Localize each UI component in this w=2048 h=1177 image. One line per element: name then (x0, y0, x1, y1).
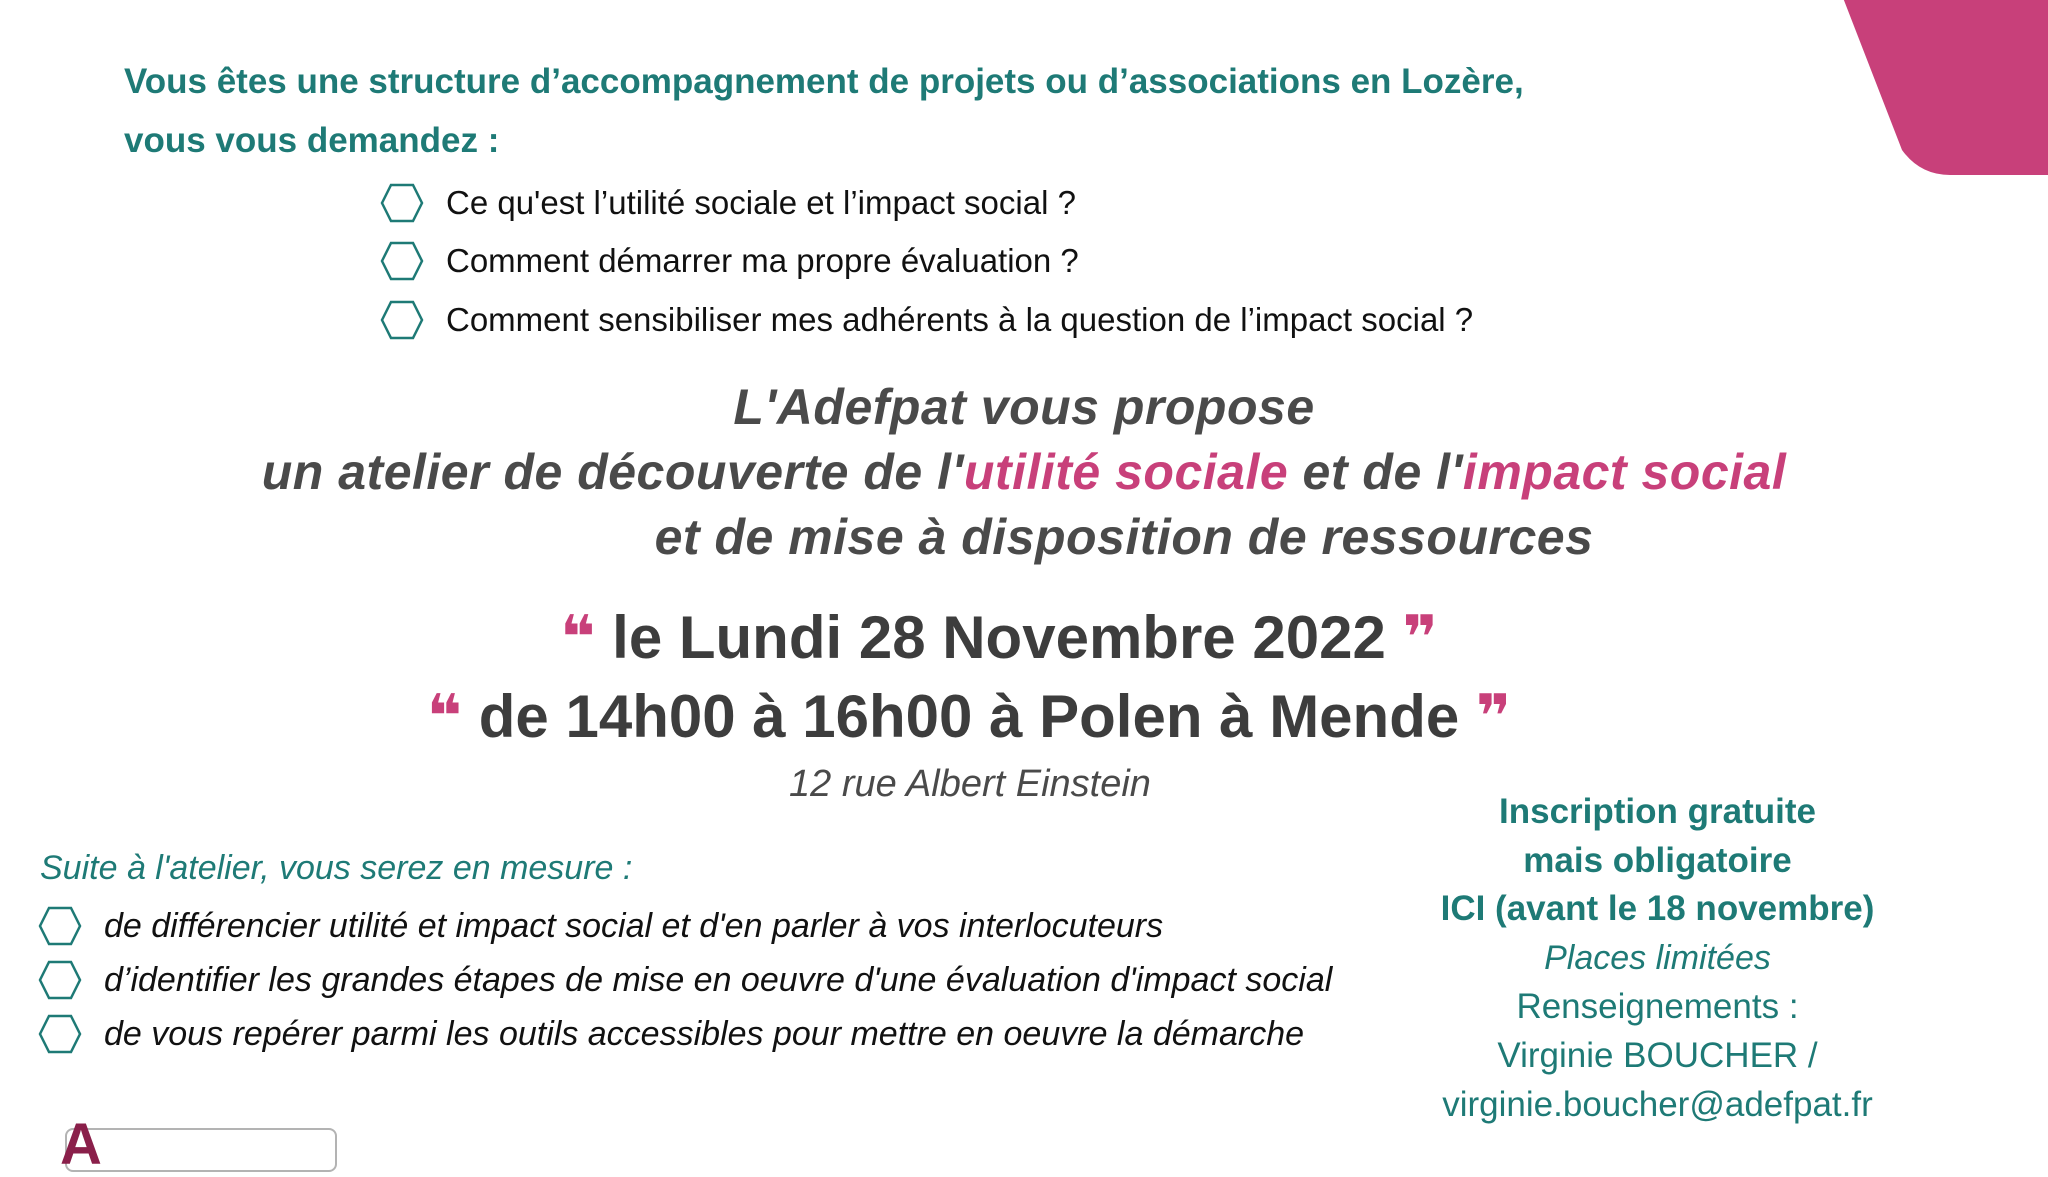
question-item (380, 241, 1079, 281)
quote-mark-icon: ❝ (560, 603, 596, 673)
hexagon-bullet-icon (380, 300, 424, 340)
registration-link[interactable]: ICI (avant le 18 novembre) (1440, 889, 1875, 928)
registration-free: Inscription gratuite (1499, 792, 1816, 831)
highlight-utilite-sociale: utilité sociale (963, 444, 1289, 500)
question-text: Comment démarrer ma propre évaluation ? (446, 242, 1079, 279)
headline-line-1: L'Adefpat vous propose (733, 379, 1315, 435)
logo-frame (65, 1128, 337, 1172)
logo: A (60, 1112, 102, 1177)
info-label: Renseignements : (1516, 987, 1799, 1026)
outcome-text: de différencier utilité et impact social et d'en parler à vos interlocuteurs (104, 906, 1164, 945)
event-address: 12 rue Albert Einstein (789, 763, 1151, 805)
outcome-item (38, 960, 1332, 1000)
outcome-text: d’identifier les grandes étapes de mise en oeuvre d'une évaluation d'impact social (104, 960, 1333, 999)
event-date: ❝ le Lundi 28 Novembre 2022 ❞ (560, 603, 1438, 673)
hexagon-bullet-icon (38, 906, 82, 946)
quote-mark-icon: ❝ (426, 682, 463, 752)
question-text: Comment sensibiliser mes adhérents à la question de l’impact social ? (446, 301, 1474, 338)
intro-line-2: vous vous demandez : (124, 121, 500, 160)
headline-line-2: un atelier de découverte de l'utilité sociale et de l'impact social (261, 444, 1787, 500)
outcome-text: de vous repérer parmi les outils accessibles pour mettre en oeuvre la démarche (104, 1014, 1305, 1053)
question-text: Ce qu'est l’utilité sociale et l’impact social ? (446, 184, 1076, 221)
outcomes-intro: Suite à l'atelier, vous serez en mesure : (40, 849, 633, 887)
headline-line-3: et de mise à disposition de ressources (654, 509, 1594, 565)
outcome-item (38, 906, 1163, 946)
highlight-impact-social: impact social (1462, 444, 1787, 500)
question-item (380, 183, 1076, 223)
hexagon-bullet-icon (38, 960, 82, 1000)
question-item (380, 300, 1473, 340)
outcome-item (38, 1014, 1304, 1054)
corner-decoration (1840, 0, 2048, 175)
intro-line-1: Vous êtes une structure d’accompagnement de projets ou d’associations en Lozère, (124, 62, 1524, 101)
hexagon-bullet-icon (380, 241, 424, 281)
limited-places: Places limitées (1544, 939, 1771, 977)
contact-email[interactable]: virginie.boucher@adefpat.fr (1442, 1085, 1873, 1124)
contact-name: Virginie BOUCHER / (1497, 1036, 1818, 1075)
event-time-place: ❝ de 14h00 à 16h00 à Polen à Mende ❞ (426, 682, 1512, 752)
registration-mandatory: mais obligatoire (1523, 841, 1792, 880)
hexagon-bullet-icon (38, 1014, 82, 1054)
quote-mark-icon: ❞ (1402, 603, 1438, 673)
quote-mark-icon: ❞ (1475, 682, 1512, 752)
hexagon-bullet-icon (380, 183, 424, 223)
